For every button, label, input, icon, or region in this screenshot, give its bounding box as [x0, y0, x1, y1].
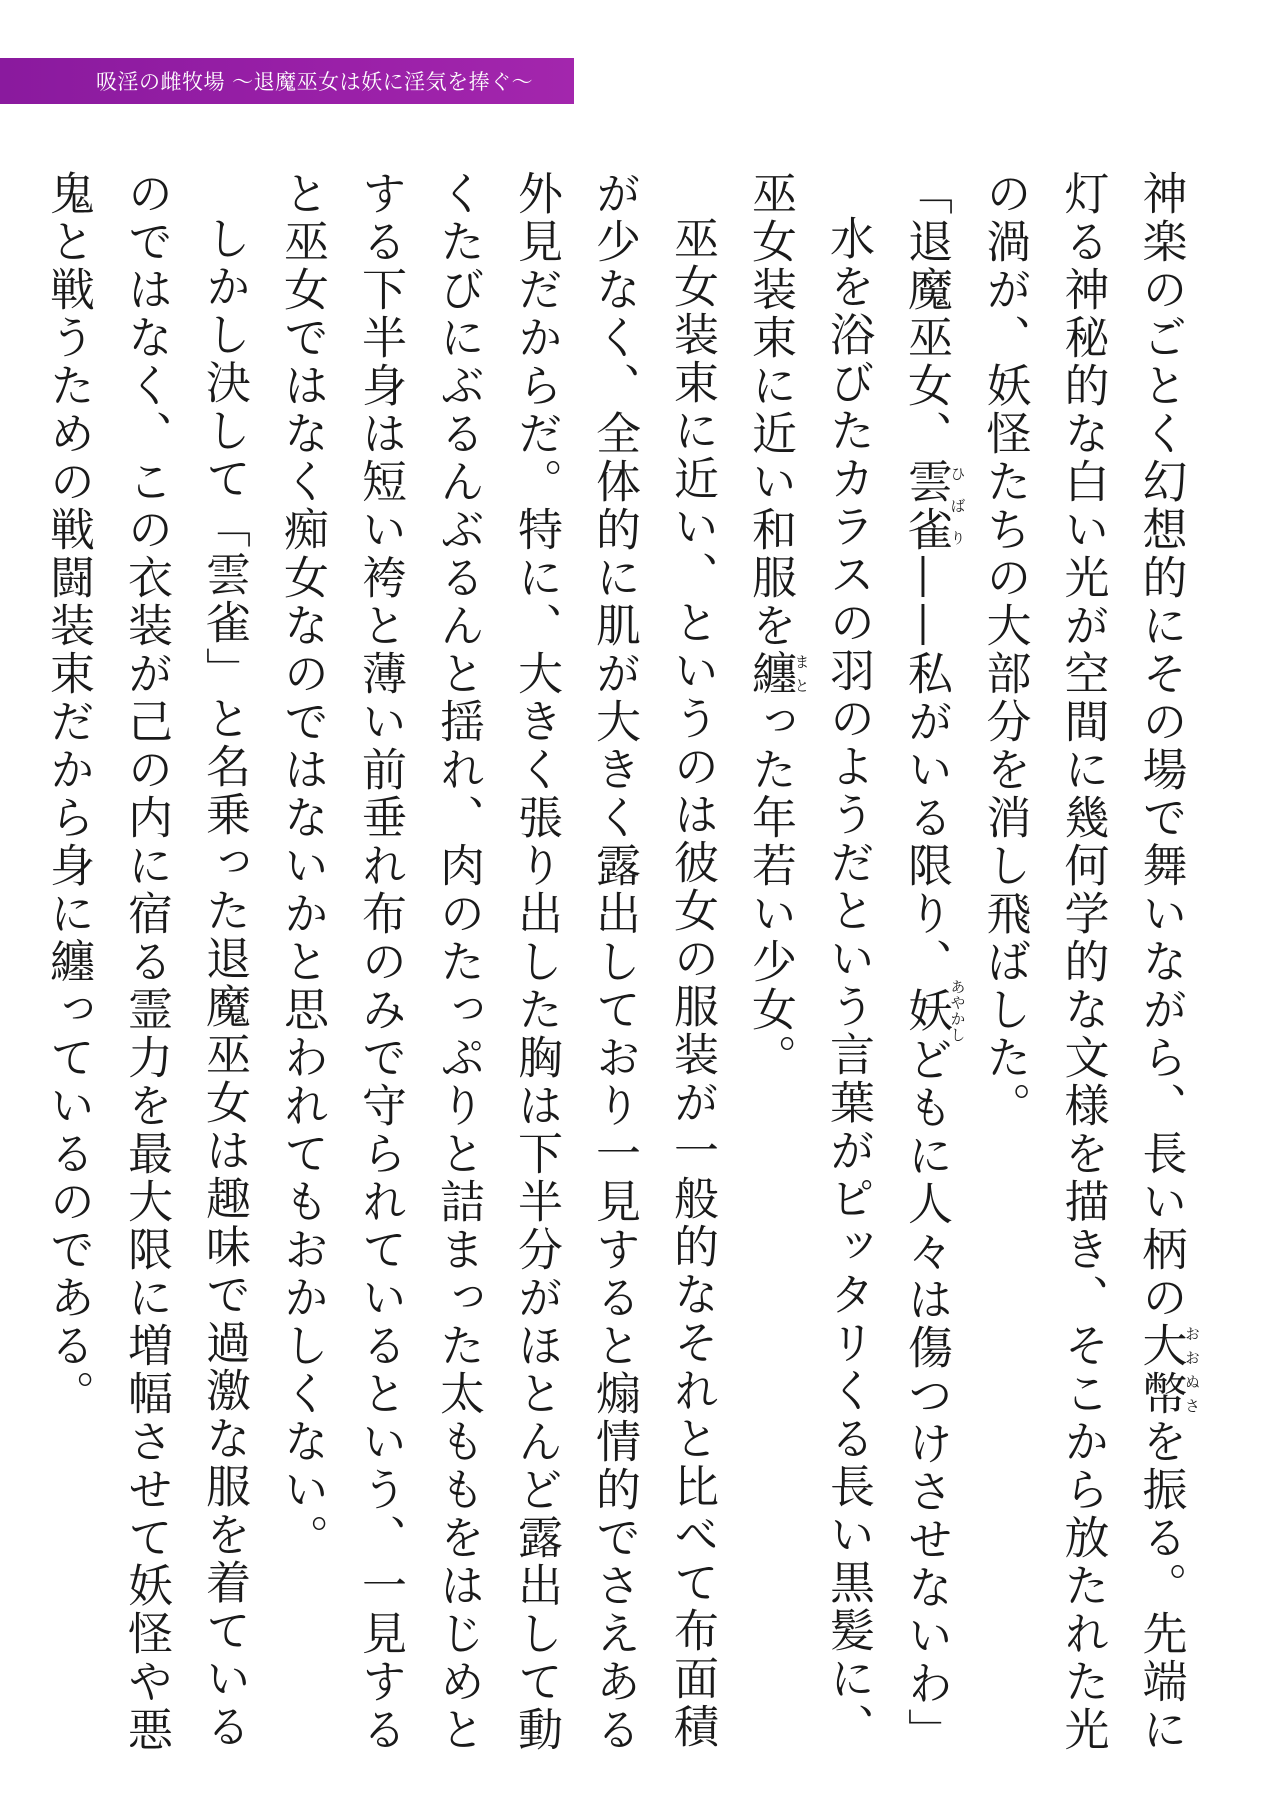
ruby-base: 雲雀: [900, 458, 953, 554]
paragraph: [263, 170, 731, 1790]
text-run: 「退魔巫女、: [900, 170, 953, 458]
text-run: を振る。先端に灯る神秘的な白い光が空間に幾何学的な文様を描き、そこから放たれた光の渦が、妖怪たちの大部分を消し飛ばした。: [978, 170, 1188, 1754]
paragraph: [887, 170, 966, 1790]
ruby-annotation: [900, 458, 967, 554]
paragraph: [29, 170, 263, 1790]
ruby-annotation: [900, 979, 967, 1043]
book-title: 吸淫の雌牧場 〜退魔巫女は妖に淫気を捧ぐ〜: [96, 70, 534, 94]
text-run: った年若い少女。: [744, 698, 797, 1082]
ruby-annotation: [744, 650, 811, 698]
text-run: 巫女装束に近い、というのは彼女の服装が一般的なそれと比べて布面積が少なく、全体的に肌が大きく露出しており一見すると煽情的でさえある外見だからだ。特に、大きく張り出した胸は下半分がほとんど露出して動くたびにぶるんぶるんと揺れ、肉のたっぷりと詰まった太ももをはじめとする下半身は短い袴と薄い前垂れ布のみで守られているという、一見すると巫女ではなく痴女なのではないかと思われてもおかしくない。: [276, 170, 719, 1754]
header-banner: [0, 58, 574, 104]
ruby-reading: あやかし: [948, 979, 967, 1043]
text-run: ——私がいる限り、: [900, 554, 953, 986]
text-run: 神楽のごとく幻想的にその場で舞いながら、長い柄の: [1134, 170, 1188, 1322]
ruby-base: 大幣: [1134, 1322, 1188, 1418]
text-run: どもに人々は傷つけさせないわ」: [900, 1036, 953, 1756]
ruby-base: 妖: [900, 979, 953, 1043]
ruby-reading: おおぬさ: [1183, 1322, 1201, 1418]
paragraph: [966, 170, 1201, 1790]
ruby-base: 纏: [744, 650, 797, 698]
ruby-reading: まと: [792, 650, 811, 698]
ruby-annotation: [1134, 1322, 1201, 1418]
text-run: しかし決して「雲雀」と名乗った退魔巫女は趣味で過激な服を着ているのではなく、この衣装が己の内に宿る霊力を最大限に増幅させて妖怪や悪鬼と戦うための戦闘装束だから身に纏っているのである。: [42, 170, 251, 1754]
text-run: 水を浴びたカラスの羽のようだという言葉がピッタリくる長い黒髪に、巫女装束に近い和服を: [744, 170, 875, 1751]
ruby-reading: ひばり: [948, 458, 967, 554]
vertical-body-text: [42, 170, 1201, 1790]
paragraph: [731, 170, 887, 1790]
